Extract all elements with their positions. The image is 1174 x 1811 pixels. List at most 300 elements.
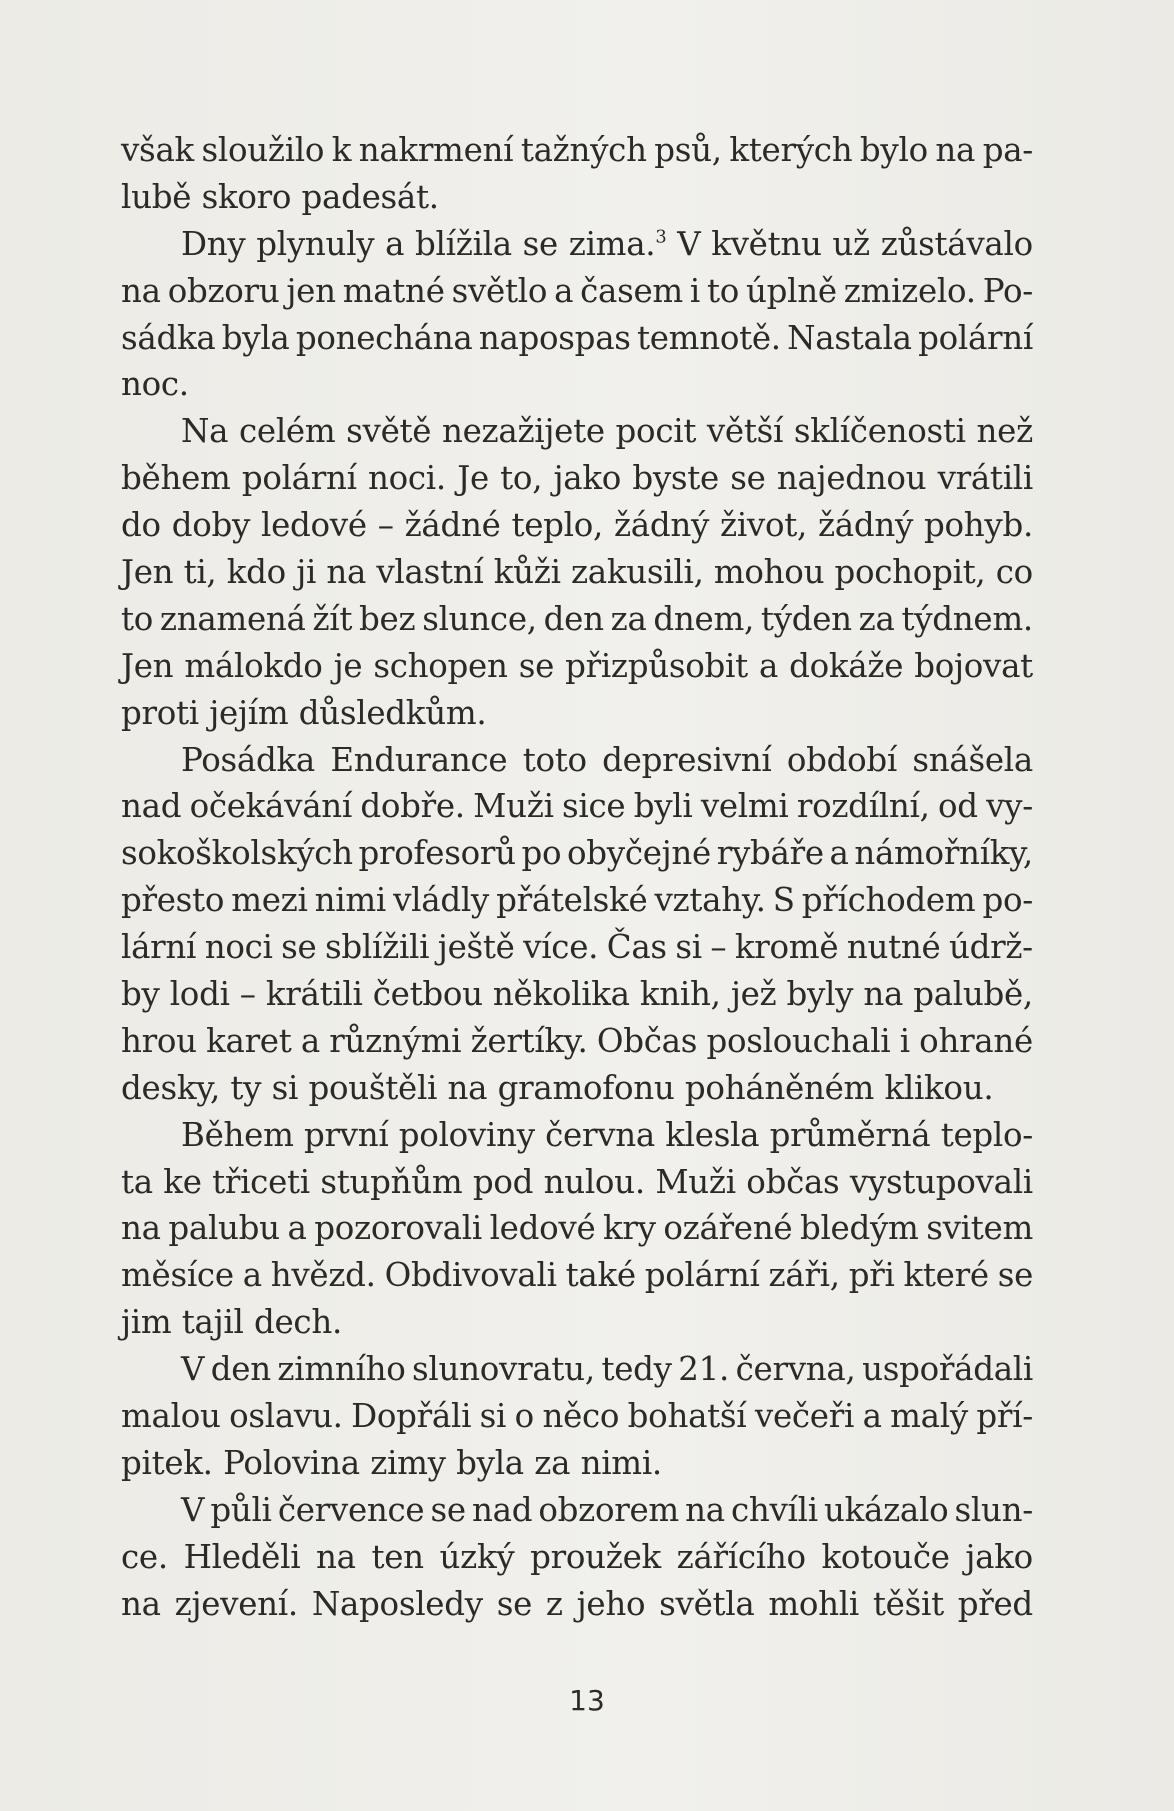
word: poháněném: [684, 1068, 875, 1107]
word: tažných: [520, 131, 647, 169]
word: různými: [329, 1021, 462, 1060]
word: úzký: [439, 1537, 515, 1576]
word: sokoškolských: [121, 834, 353, 873]
word: června,: [735, 1350, 856, 1389]
word: oslavu.: [229, 1397, 343, 1436]
word: o: [514, 1397, 534, 1436]
word: se: [730, 459, 766, 498]
word: vy-: [986, 787, 1033, 826]
word: V: [181, 1350, 205, 1389]
word: tajil: [181, 1303, 244, 1342]
word: se: [522, 224, 558, 263]
footnote-mark: 3: [655, 226, 667, 248]
word: pří-: [976, 1397, 1033, 1436]
word: pitek.: [121, 1443, 213, 1482]
word: ty: [230, 1068, 262, 1107]
text-line: [121, 783, 1033, 830]
word: V: [677, 224, 701, 263]
word: světla: [659, 1584, 755, 1623]
word: rybáře: [716, 834, 824, 873]
word: nezažijete: [441, 412, 605, 451]
word: ten: [371, 1537, 424, 1576]
word: i: [689, 271, 700, 310]
word: údrž-: [948, 928, 1033, 967]
text-line: [121, 1205, 1033, 1252]
word: svitem: [926, 1209, 1033, 1248]
page-number: 13: [569, 1684, 605, 1717]
word: Čas: [606, 928, 667, 967]
word: noci.: [368, 459, 446, 498]
word: kůži: [493, 553, 561, 592]
word: bez: [359, 599, 416, 638]
word: se: [518, 646, 555, 685]
word: před: [957, 1584, 1033, 1623]
word: na: [121, 271, 161, 310]
word: hrou: [121, 1021, 197, 1060]
word: bohatší: [627, 1397, 747, 1436]
text-line: [121, 549, 1033, 596]
text-line: [121, 1065, 1033, 1112]
word: ji: [296, 553, 317, 592]
word: jeho: [576, 1584, 646, 1623]
text-line: [121, 408, 1033, 455]
word: června: [545, 1115, 655, 1154]
word: zima.$^3$: [568, 224, 667, 263]
word: hvězd.: [270, 1256, 376, 1295]
word: 21.: [678, 1350, 730, 1389]
word: a: [242, 1256, 262, 1295]
word: skoro: [201, 177, 292, 216]
word: od: [937, 787, 978, 826]
word: teplo-: [940, 1115, 1033, 1154]
word: polární: [241, 459, 357, 498]
word: palubě,: [913, 975, 1033, 1014]
word: se: [430, 1490, 466, 1529]
word: Jen: [121, 553, 174, 592]
paragraph: [121, 408, 1033, 736]
word: obzoru: [167, 271, 280, 310]
word: po-: [982, 881, 1033, 920]
word: ke: [163, 1162, 202, 1201]
text-line: [121, 127, 1033, 174]
word: Obdivovali: [384, 1256, 557, 1295]
word: malou: [121, 1397, 221, 1436]
word: světlo: [451, 271, 548, 310]
word: padesát.: [301, 177, 439, 216]
text-line: [121, 1487, 1033, 1534]
text-line: [121, 1534, 1033, 1581]
word: pochopit,: [834, 553, 986, 592]
word: –: [710, 928, 727, 967]
word: jen: [286, 271, 336, 310]
word: přátelské: [496, 881, 648, 920]
text-line: [121, 924, 1033, 971]
word: napospas: [478, 318, 631, 357]
word: kotouče: [821, 1537, 950, 1576]
word: za: [858, 599, 895, 638]
word: snášela: [912, 740, 1033, 779]
word: za: [610, 599, 647, 638]
word: do: [121, 506, 161, 545]
word: bledým: [799, 1209, 919, 1248]
word: četbou: [372, 975, 483, 1014]
word: slunce,: [422, 599, 537, 638]
word: mohou: [713, 553, 825, 592]
word: Dopřáli: [351, 1397, 472, 1436]
word: na: [447, 1068, 488, 1107]
word: při: [848, 1256, 895, 1295]
word: kry: [603, 1209, 656, 1248]
word: pouštěli: [308, 1068, 438, 1107]
text-line: [121, 1440, 1033, 1487]
word: na: [326, 553, 367, 592]
word: během: [121, 459, 231, 498]
word: nakrmení: [358, 131, 514, 169]
word: tedy: [601, 1350, 672, 1389]
word: poslouchali: [706, 1021, 891, 1060]
word: ukázalo: [824, 1490, 949, 1529]
word: znamená: [159, 599, 306, 638]
word: obzorem: [538, 1490, 679, 1529]
word: za: [534, 1443, 571, 1482]
word: pocit: [615, 412, 697, 451]
word: lubě: [121, 177, 192, 216]
word: příchodem: [801, 881, 976, 920]
word: chvíli: [730, 1490, 818, 1529]
word: přesto: [121, 881, 225, 920]
word: profesorů: [358, 834, 516, 873]
word: malý: [890, 1397, 968, 1436]
word: karet: [206, 1021, 292, 1060]
word: ta: [121, 1162, 153, 1201]
text-line: [121, 1159, 1033, 1206]
word: a: [385, 224, 405, 263]
word: jako: [965, 1537, 1033, 1576]
word: noc.: [121, 365, 189, 404]
word: temnotě.: [636, 318, 781, 357]
word: pohyb.: [924, 506, 1033, 545]
word: něco: [542, 1397, 620, 1436]
word: –: [377, 506, 394, 545]
word: to: [121, 599, 154, 638]
word: desky,: [121, 1068, 220, 1107]
word: žádný: [817, 506, 914, 545]
body-text: [121, 127, 1033, 1628]
word: bojovat: [914, 646, 1033, 685]
word: Muži: [473, 787, 554, 826]
word: to,: [500, 459, 543, 498]
word: časem: [580, 271, 683, 310]
word: matné: [342, 271, 445, 310]
word: týdnem.: [901, 599, 1033, 638]
word: žádný: [613, 506, 710, 545]
word: teplo,: [511, 506, 604, 545]
word: schopen: [373, 646, 508, 685]
word: ce.: [121, 1537, 168, 1576]
word: se: [496, 1584, 533, 1623]
word: nimi: [314, 881, 386, 920]
word: toto: [522, 740, 587, 779]
word: Na: [181, 412, 229, 451]
word: první: [303, 1115, 389, 1154]
word: uspořádali: [862, 1350, 1033, 1389]
word: se: [281, 928, 317, 967]
word: sice: [562, 787, 626, 826]
word: krátili: [265, 975, 363, 1014]
word: ledové: [260, 506, 367, 545]
word: než: [976, 412, 1033, 451]
word: život,: [720, 506, 808, 545]
word: Občas: [596, 1021, 698, 1060]
word: po: [521, 834, 562, 873]
word: Po-: [982, 271, 1033, 310]
word: Během: [181, 1115, 294, 1154]
word: by: [121, 975, 160, 1014]
paragraph: [121, 737, 1033, 1112]
word: ozářené: [663, 1209, 793, 1248]
word: a: [300, 1021, 320, 1060]
word: z: [545, 1584, 563, 1623]
word: těšit: [872, 1584, 944, 1623]
word: a: [758, 646, 779, 685]
word: velmi: [700, 787, 789, 826]
word: dokáže: [789, 646, 904, 685]
text-line: [121, 1018, 1033, 1065]
word: Muži: [655, 1162, 736, 1201]
text-line: [121, 1112, 1033, 1159]
text-line: [121, 877, 1033, 924]
word: psů,: [654, 131, 722, 169]
word: jejím: [209, 693, 289, 732]
word: pa-: [982, 131, 1033, 169]
text-line: [121, 643, 1033, 690]
word: a: [829, 834, 849, 873]
word: slun-: [954, 1490, 1033, 1529]
word: gramofonu: [497, 1068, 675, 1107]
word: zakusili,: [570, 553, 704, 592]
word: večeři: [754, 1397, 855, 1436]
word: na: [121, 1209, 161, 1248]
word: V: [181, 1490, 205, 1529]
word: polární: [918, 318, 1033, 357]
word: vystupovali: [849, 1162, 1033, 1201]
word: dnem,: [653, 599, 755, 638]
word: na: [316, 1537, 356, 1576]
word: klikou.: [884, 1068, 994, 1107]
text-line: [121, 268, 1033, 315]
text-line: [121, 1252, 1033, 1299]
word: blížila: [415, 224, 512, 263]
word: polární: [644, 1256, 760, 1295]
word: sádka: [121, 318, 216, 357]
word: záři,: [768, 1256, 840, 1295]
word: kdo: [226, 553, 286, 592]
word: a: [554, 271, 574, 310]
word: depresivní: [602, 740, 772, 779]
word: palubu: [168, 1209, 280, 1248]
word: sloužilo: [201, 131, 325, 169]
word: den: [210, 1350, 271, 1389]
word: najednou: [776, 459, 927, 498]
word: –: [239, 975, 256, 1014]
word: jako: [553, 459, 622, 498]
word: měsíce: [121, 1256, 234, 1295]
paragraph: [121, 221, 1033, 409]
word: nad: [471, 1490, 533, 1529]
paragraph: [121, 1487, 1033, 1628]
text-line: [121, 1393, 1033, 1440]
word: Polovina: [223, 1443, 360, 1482]
word: však: [121, 131, 194, 169]
word: zářícího: [676, 1537, 806, 1576]
word: knih,: [639, 975, 721, 1014]
text-line: [121, 690, 1033, 737]
word: vztahy.: [654, 881, 766, 920]
word: stupňům: [320, 1162, 463, 1201]
paragraph: [121, 1112, 1033, 1346]
word: květnu: [711, 224, 822, 263]
word: průměrná: [769, 1115, 931, 1154]
word: Posádka: [181, 740, 315, 779]
word: Hleděli: [183, 1537, 301, 1576]
word: byste: [632, 459, 719, 498]
word: Nastala: [787, 318, 912, 357]
word: týden: [760, 599, 852, 638]
word: Dny: [181, 224, 246, 263]
text-line: [121, 596, 1033, 643]
word: větší: [706, 412, 784, 451]
word: den: [543, 599, 604, 638]
word: zimy: [370, 1443, 446, 1482]
word: ohrané: [919, 1021, 1033, 1060]
word: vlastní: [376, 553, 484, 592]
word: na: [935, 131, 976, 169]
word: proti: [121, 693, 199, 732]
text-line: [121, 1346, 1033, 1393]
word: nimi.: [580, 1443, 662, 1482]
word: už: [832, 224, 870, 263]
word: třiceti: [212, 1162, 310, 1201]
word: pod: [472, 1162, 534, 1201]
word: co: [995, 553, 1033, 592]
word: je: [333, 646, 363, 685]
word: jež: [730, 975, 777, 1014]
text-line: [121, 1299, 1033, 1346]
word: lodi: [169, 975, 230, 1014]
word: noci: [204, 928, 273, 967]
word: S: [772, 881, 795, 920]
word: žertíky.: [470, 1021, 588, 1060]
word: světě: [346, 412, 432, 451]
word: lární: [121, 928, 197, 967]
word: se: [997, 1256, 1033, 1295]
word: kromě: [734, 928, 839, 967]
text-line: [121, 221, 1033, 268]
word: obyčejné: [566, 834, 711, 873]
word: i: [899, 1021, 910, 1060]
word: důsledkům.: [298, 693, 487, 732]
text-line: [121, 1581, 1033, 1628]
word: Jen: [121, 646, 174, 685]
word: a: [862, 1397, 882, 1436]
word: byla: [221, 318, 290, 357]
word: mohli: [768, 1584, 859, 1623]
word: si: [479, 1397, 507, 1436]
text-line: [121, 174, 1033, 221]
word: námořníky,: [854, 834, 1033, 873]
word: očekávání: [189, 787, 352, 826]
text-line: [121, 455, 1033, 502]
word: období: [786, 740, 898, 779]
word: celém: [238, 412, 336, 451]
word: zůstávalo: [880, 224, 1033, 263]
word: pozorovali: [314, 1209, 482, 1248]
word: také: [565, 1256, 636, 1295]
word: si: [675, 928, 702, 967]
word: k: [331, 131, 352, 169]
word: kterých: [729, 131, 853, 169]
paragraph: [121, 127, 1033, 221]
word: zmizelo.: [843, 271, 976, 310]
paragraph: [121, 1346, 1033, 1487]
word: ještě: [437, 928, 515, 967]
word: si: [271, 1068, 299, 1107]
word: jim: [121, 1303, 172, 1342]
word: nad: [121, 787, 182, 826]
word: občas: [746, 1162, 840, 1201]
word: poloviny: [398, 1115, 535, 1154]
word: žít: [312, 599, 353, 638]
word: více.: [523, 928, 599, 967]
word: na: [685, 1490, 725, 1529]
text-line: [121, 830, 1033, 877]
word: žádné: [404, 506, 501, 545]
word: dech.: [253, 1303, 342, 1342]
word: mezi: [231, 881, 308, 920]
word: července: [277, 1490, 425, 1529]
word: vládly: [393, 881, 489, 920]
word: na: [863, 975, 904, 1014]
word: nutné: [846, 928, 941, 967]
word: půli: [210, 1490, 272, 1529]
text-line: [121, 361, 1033, 408]
word: rozdílní,: [796, 787, 930, 826]
word: sblížili: [325, 928, 430, 967]
word: nulou.: [543, 1162, 645, 1201]
word: zjevení.: [174, 1584, 298, 1623]
word: které: [903, 1256, 989, 1295]
word: zimního: [277, 1350, 406, 1389]
word: bylo: [859, 131, 928, 169]
text-line: [121, 737, 1033, 784]
word: Je: [457, 459, 489, 498]
word: byli: [633, 787, 693, 826]
text-line: [121, 315, 1033, 362]
word: Endurance: [330, 740, 508, 779]
word: úplně: [745, 271, 837, 310]
word: klesla: [665, 1115, 760, 1154]
word: sklíčenosti: [793, 412, 966, 451]
word: doby: [171, 506, 251, 545]
word: několika: [492, 975, 630, 1014]
word: to: [706, 271, 739, 310]
word: byla: [456, 1443, 524, 1482]
word: dobře.: [360, 787, 465, 826]
word: přizpůsobit: [565, 646, 748, 685]
word: Naposledy: [311, 1584, 483, 1623]
word: proužek: [530, 1537, 661, 1576]
word: vrátili: [937, 459, 1033, 498]
